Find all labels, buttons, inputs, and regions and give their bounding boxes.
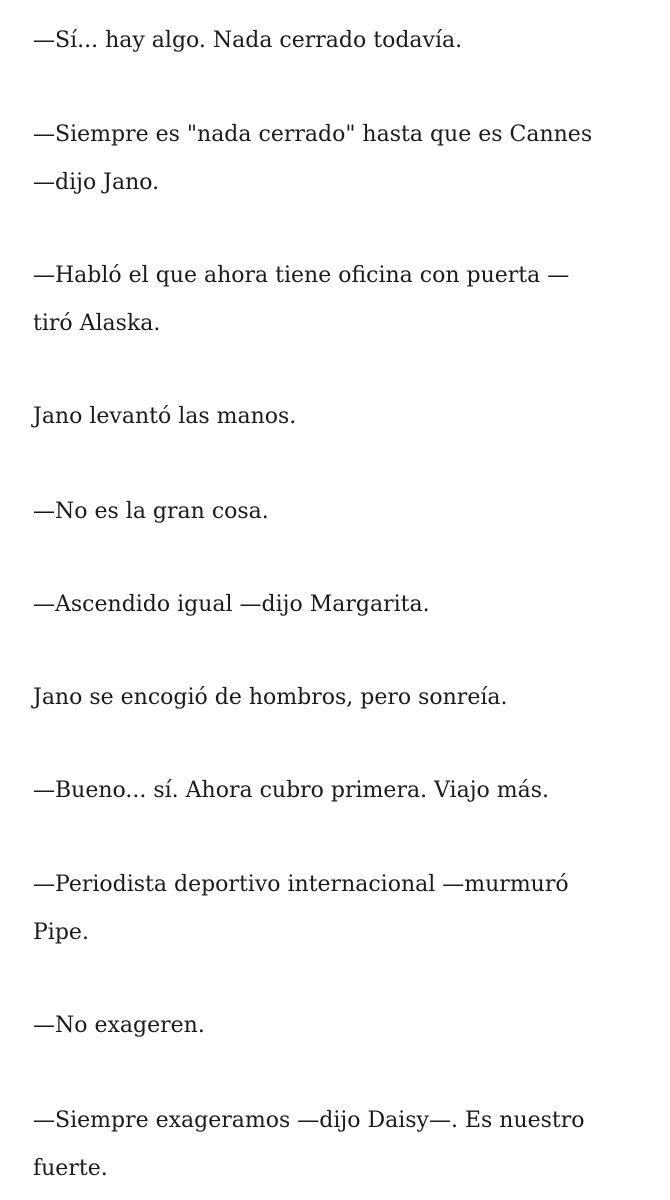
paragraph [33,861,569,957]
paragraph [33,767,549,815]
line: —No exageren. [33,1013,205,1038]
line: —Bueno... sí. Ahora cubro primera. Viajo más. [33,778,550,803]
line: fuerte. [33,1156,108,1181]
line: —No es la gran cosa. [33,499,269,524]
line: tiró Alaska. [33,311,161,336]
line: Jano se encogió de hombros, pero sonreía. [33,685,508,710]
line: —dijo Jano. [33,170,160,195]
line: —Habló el que ahora tiene oficina con puerta — [33,263,570,288]
line: —Siempre es "nada cerrado" hasta que es Cannes [33,122,593,147]
paragraph [33,393,296,441]
line: Pipe. [33,920,89,945]
line: —Periodista deportivo internacional —murmuró [33,872,569,897]
paragraph [33,581,430,629]
paragraph [33,111,592,207]
paragraph [33,1097,585,1193]
line: —Sí... hay algo. Nada cerrado todavía. [33,28,463,53]
paragraph [33,488,269,536]
line: —Ascendido igual —dijo Margarita. [33,592,430,617]
paragraph [33,674,508,722]
paragraph [33,252,569,348]
paragraph [33,17,462,65]
line: —Siempre exageramos —dijo Daisy—. Es nuestro [33,1108,585,1133]
paragraph [33,1002,205,1050]
line: Jano levantó las manos. [33,404,297,429]
